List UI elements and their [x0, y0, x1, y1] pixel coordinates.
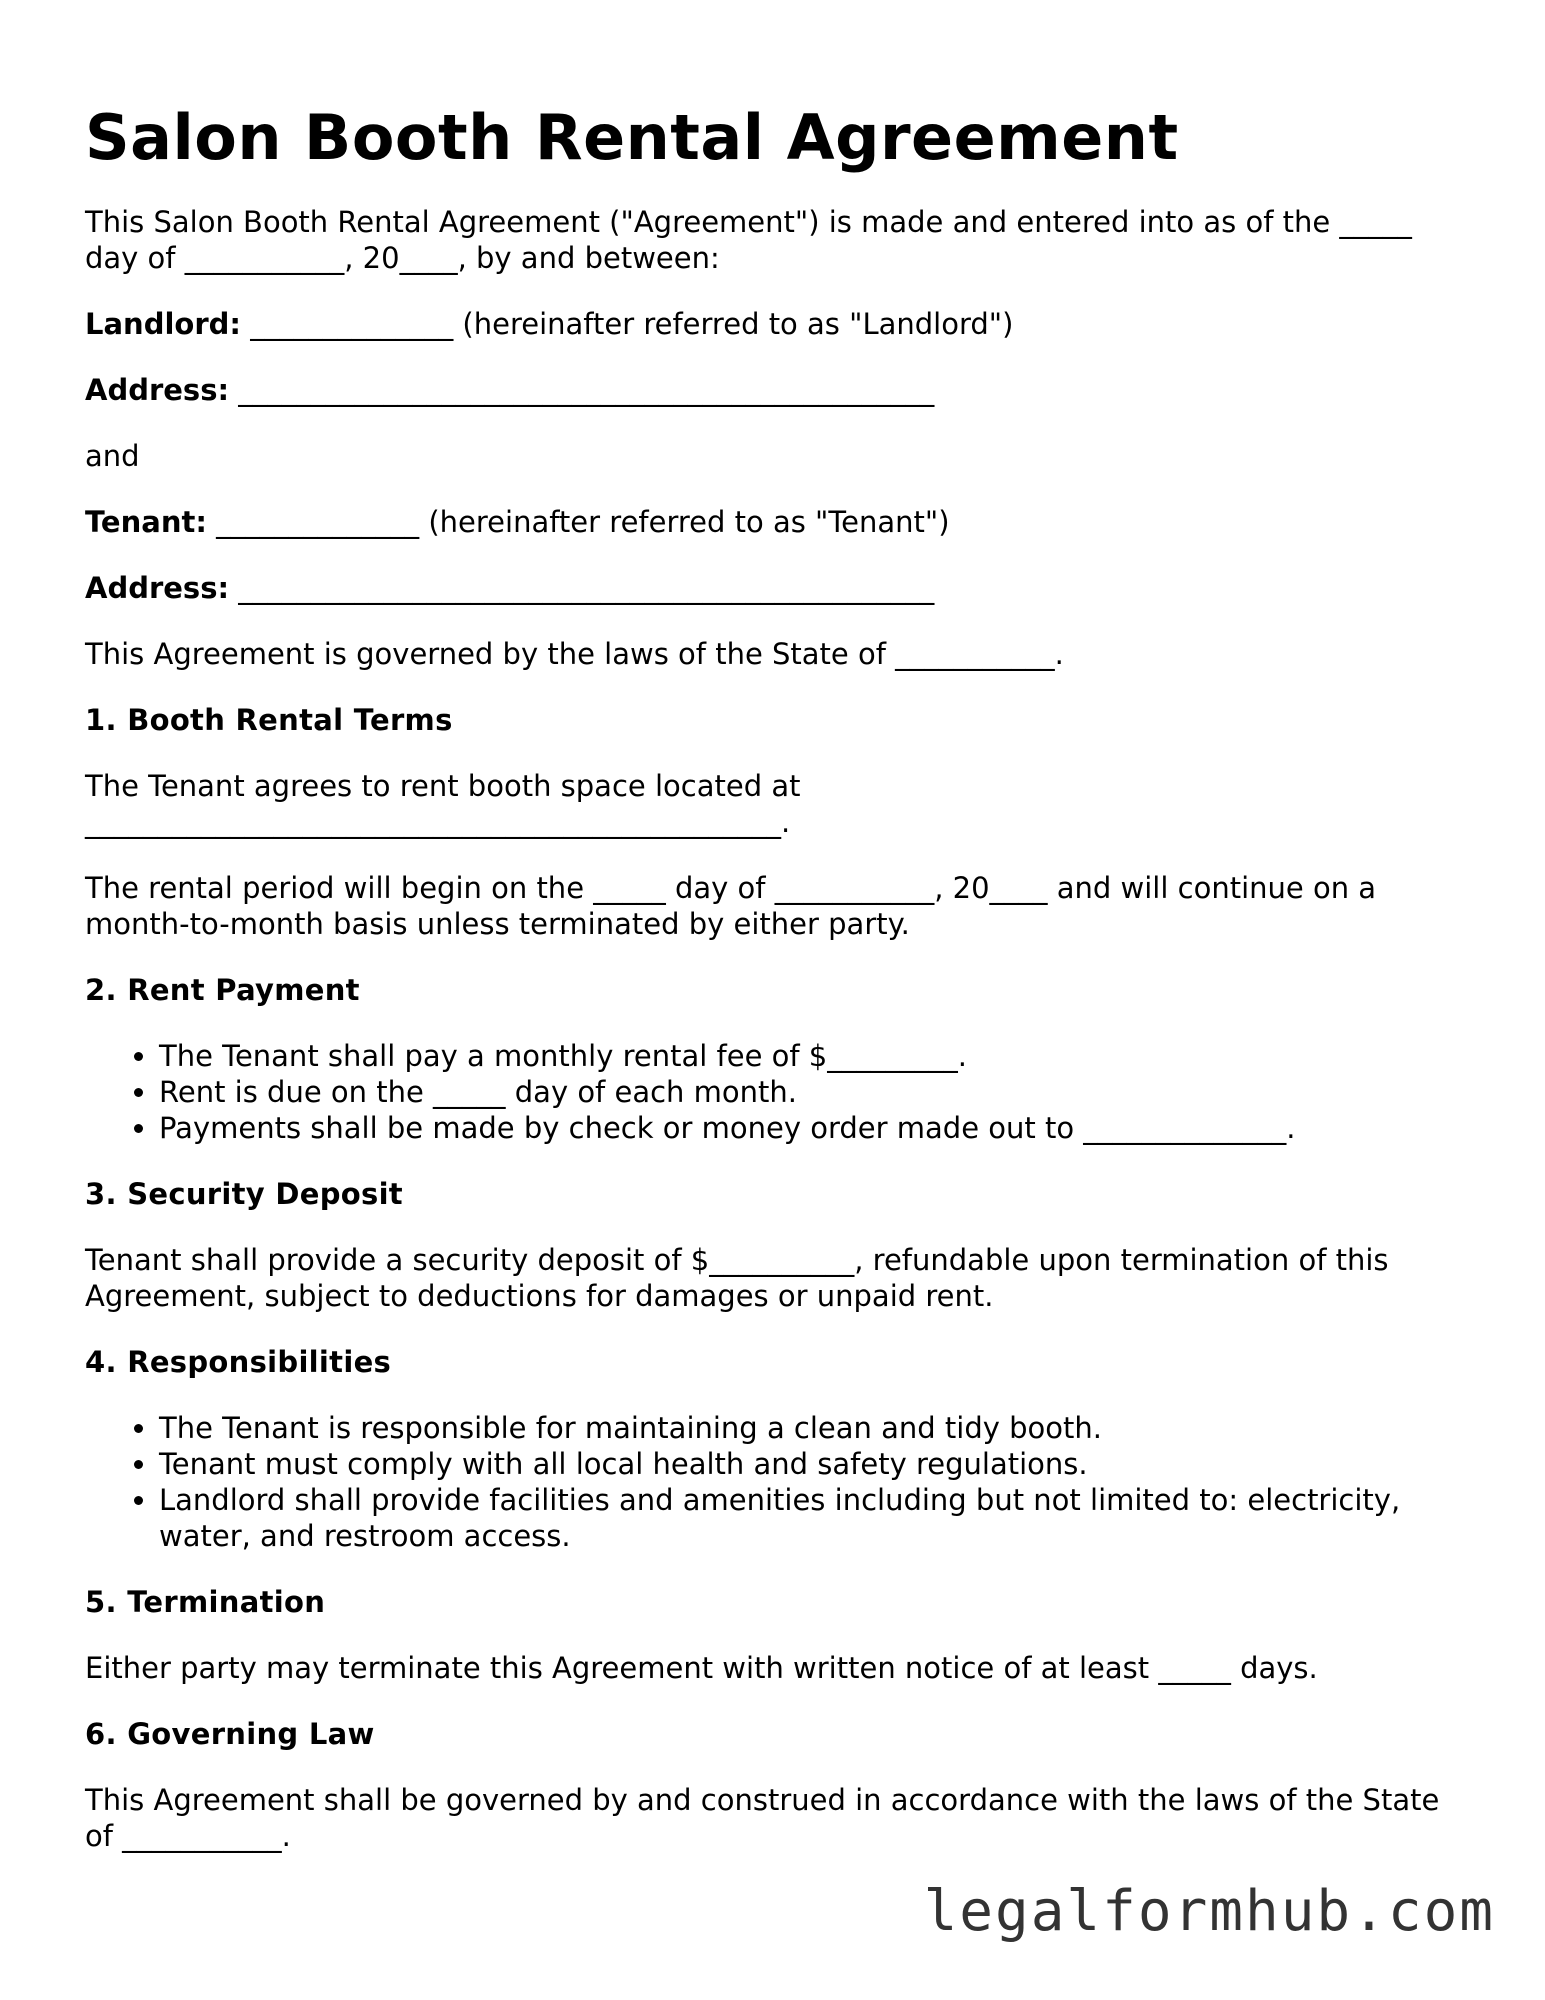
landlord-line — [85, 306, 1465, 342]
termination-paragraph: Either party may terminate this Agreement with written notice of at least _____ days. — [85, 1651, 1318, 1685]
tenant-line — [85, 504, 1465, 540]
list-item: • Landlord shall provide facilities and amenities including but not limited to: electricity, water, and restroom access. — [159, 1482, 1465, 1554]
and-text: and — [85, 439, 140, 473]
responsibilities-list — [85, 1410, 1465, 1554]
tenant-address-line — [85, 570, 1465, 606]
governing-law-paragraph: This Agreement shall be governed by and construed in accordance with the laws of the State of ___________. — [85, 1783, 1440, 1853]
landlord-address-line — [85, 372, 1465, 408]
list-item: • Payments shall be made by check or money order made out to ______________. — [159, 1110, 1465, 1146]
tenant-address-label: Address: — [85, 571, 230, 605]
tenant-text: ______________ (hereinafter referred to as "Tenant") — [206, 505, 950, 539]
landlord-address-text: ________________________________________________ — [229, 373, 935, 407]
booth-location-paragraph: The Tenant agrees to rent booth space located at ________________________________________________. — [85, 769, 801, 839]
list-item: • Rent is due on the _____ day of each month. — [159, 1074, 1465, 1110]
section-heading-law: 6. Governing Law — [85, 1717, 375, 1751]
landlord-label: Landlord: — [85, 307, 241, 341]
tenant-label: Tenant: — [85, 505, 207, 539]
section-heading-booth: 1. Booth Rental Terms — [85, 703, 453, 737]
watermark-text: legalformhub.com — [923, 1879, 1495, 1944]
document-page — [85, 100, 1465, 1884]
tenant-address-text: ________________________________________________ — [229, 571, 935, 605]
section-heading-responsibilities: 4. Responsibilities — [85, 1345, 392, 1379]
list-item: • Tenant must comply with all local health and safety regulations. — [159, 1446, 1465, 1482]
landlord-text: ______________ (hereinafter referred to as "Landlord") — [240, 307, 1014, 341]
section-heading-deposit: 3. Security Deposit — [85, 1177, 403, 1211]
document-title: Salon Booth Rental Agreement — [85, 101, 1179, 174]
section-heading-termination: 5. Termination — [85, 1585, 326, 1619]
landlord-address-label: Address: — [85, 373, 230, 407]
list-item: • The Tenant shall pay a monthly rental fee of $_________. — [159, 1038, 1465, 1074]
rental-period-paragraph: The rental period will begin on the _____ day of ___________, 20____ and will continue on a month-to-month basis unless terminated by either party. — [85, 871, 1377, 941]
intro-paragraph: This Salon Booth Rental Agreement ("Agreement") is made and entered into as of the _____ day of ___________, 20____, by and between: — [85, 205, 1412, 275]
rent-list — [85, 1038, 1465, 1146]
deposit-paragraph: Tenant shall provide a security deposit of $__________, refundable upon termination of this Agreement, subject to deductions for damages or unpaid rent. — [85, 1243, 1389, 1313]
list-item: • The Tenant is responsible for maintaining a clean and tidy booth. — [159, 1410, 1465, 1446]
governed-line: This Agreement is governed by the laws of the State of ___________. — [85, 637, 1064, 671]
section-heading-rent: 2. Rent Payment — [85, 973, 360, 1007]
